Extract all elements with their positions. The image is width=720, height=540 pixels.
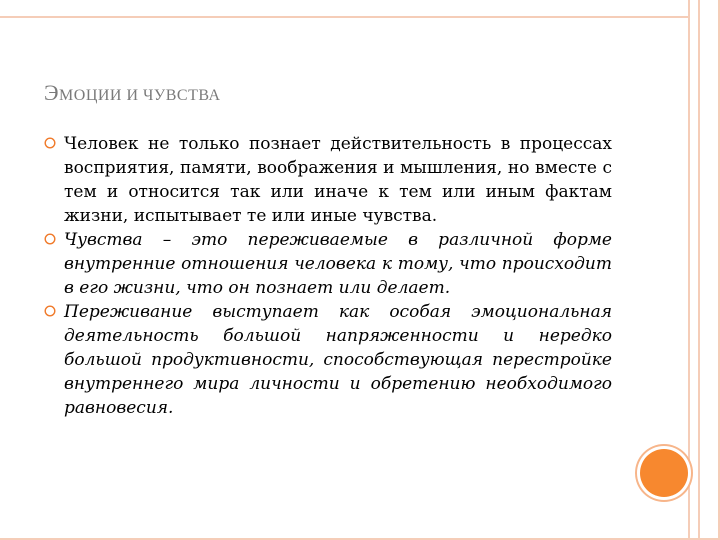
bullet-text: Чувства – это переживаемые в различной форме внутренние отношения человека к тому, что происходит в его жизни, что он познает или делает.: [64, 230, 612, 298]
bullet-text: Переживание выступает как особая эмоциональная деятельность большой напряженности и нередко большой продуктивности, способствующая перестройке внутреннего мира личности и обретению необходимого равновесия.: [64, 302, 612, 418]
strip-line: [698, 0, 700, 540]
top-decorative-bar: [0, 0, 690, 18]
title-rest: МОЦИИ И ЧУВСТВА: [59, 87, 221, 104]
bullet-text: Человек не только познает действительность в процессах восприятия, памяти, воображения и мышления, но вместе с тем и относится так или иначе к тем или иным фактам жизни, испытывает те или иные чувства.: [64, 134, 612, 226]
right-decorative-strip: [688, 0, 720, 540]
circle-outline-icon: [44, 137, 56, 149]
circle-outline-icon: [44, 233, 56, 245]
slide-title: [44, 80, 221, 106]
orange-circle-decoration: [640, 449, 688, 497]
list-item: [44, 132, 612, 228]
title-first-letter: Э: [44, 80, 60, 105]
circle-outline-icon: [44, 305, 56, 317]
list-item: [44, 300, 612, 420]
bullet-list: [44, 132, 612, 420]
list-item: [44, 228, 612, 300]
